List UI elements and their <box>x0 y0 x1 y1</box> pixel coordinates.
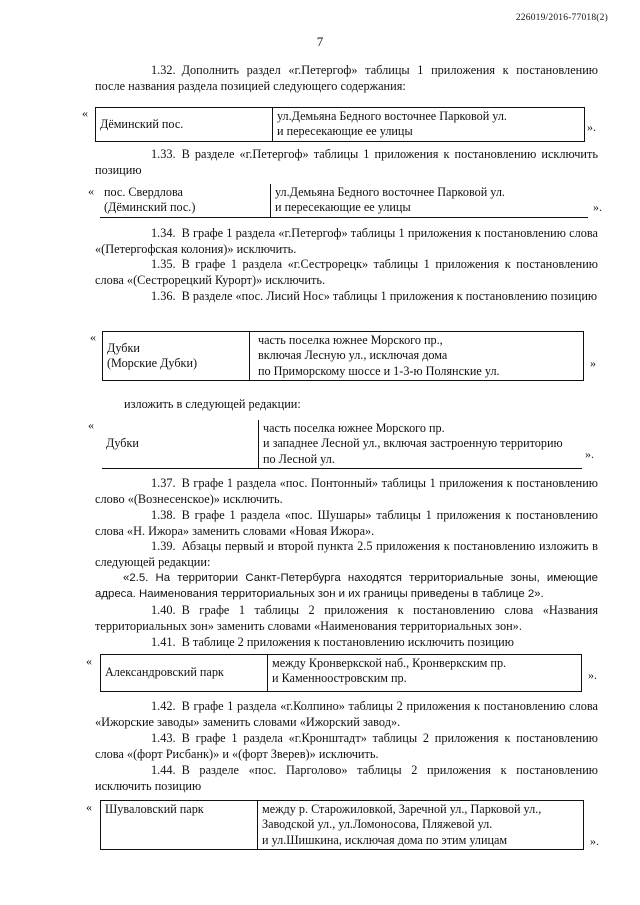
quote-open: « <box>90 330 96 344</box>
item-text: Дополнить раздел «г.Петергоф» таблицы 1 приложения к постановлению после названия раздела позицией следующего содержания: <box>95 63 598 94</box>
cell-name: Дубки (Морские Дубки) <box>103 332 250 381</box>
position-table-1-44 <box>100 800 584 850</box>
quote-open: « <box>86 654 92 668</box>
item-1-34 <box>95 225 598 257</box>
position-table-1-36 <box>102 331 584 381</box>
item-1-43 <box>95 730 598 762</box>
quote-open: « <box>88 184 94 198</box>
item-text: В графе 1 раздела «г.Петергоф» таблицы 1 приложения к постановлению слова «(Петергофская колония)» исключить. <box>95 226 598 257</box>
quote-close: ». <box>585 447 594 461</box>
item-number: 1.35. <box>151 257 176 271</box>
position-table-1-41 <box>100 654 582 692</box>
item-1-33 <box>95 146 598 178</box>
item-number: 1.42. <box>151 699 176 713</box>
quote-open: « <box>82 106 88 120</box>
item-number: 1.34. <box>151 226 176 240</box>
item-number: 1.37. <box>151 476 176 490</box>
item-text: В графе 1 раздела «пос. Шушары» таблицы 1 приложения к постановлению слова «Н. Ижора» заменить словами «Новая Ижора». <box>95 508 598 539</box>
cell-name: пос. Свердлова (Дёминский пос.) <box>100 184 271 217</box>
cell-boundaries: между Кронверкской наб., Кронверкским пр. и Каменноостровским пр. <box>268 655 582 692</box>
position-table-1-33 <box>100 184 588 218</box>
position-table-1-32 <box>95 107 585 142</box>
item-number: 1.32. <box>151 63 176 77</box>
item-1-35 <box>95 256 598 288</box>
item-text: В графе 1 раздела «г.Сестрорецк» таблицы 1 приложения к постановлению слова «(Сестрорецкий Курорт)» исключить. <box>95 257 598 288</box>
item-number: 1.41. <box>151 635 176 649</box>
item-1-37 <box>95 475 598 507</box>
item-1-39-quote: «2.5. На территории Санкт-Петербурга находятся территориальные зоны, имеющие адреса. Наименования территориальных зон и их границы приведены в таблице 2». <box>95 572 598 601</box>
item-text: В графе 1 раздела «пос. Понтонный» таблицы 1 приложения к постановлению слово «(Вознесенское)» исключить. <box>95 476 598 507</box>
item-1-32 <box>95 62 598 94</box>
item-text: В разделе «г.Петергоф» таблицы 1 приложения к постановлению исключить позицию <box>95 147 598 178</box>
page-number: 7 <box>316 34 324 49</box>
item-text: В разделе «пос. Парголово» таблицы 2 приложения к постановлению исключить позицию <box>95 763 598 794</box>
quote-open: « <box>88 418 94 432</box>
item-1-36 <box>95 288 598 304</box>
quote-close: ». <box>590 834 599 848</box>
position-table-1-36-new <box>102 420 582 469</box>
item-number: 1.43. <box>151 731 176 745</box>
quote-open: « <box>86 800 92 814</box>
cell-name: Шуваловский парк <box>101 801 258 850</box>
document-id: 226019/2016-77018(2) <box>515 13 608 23</box>
quote-close: ». <box>588 668 597 682</box>
item-1-44 <box>95 762 598 794</box>
cell-name: Дёминский пос. <box>96 108 273 142</box>
item-text: В таблице 2 приложения к постановлению исключить позицию <box>181 635 514 649</box>
item-text: В графе 1 таблицы 2 приложения к постановлению слова «Названия территориальных зон» заменить словами «Наименования территориальных зон». <box>95 603 598 634</box>
item-1-40 <box>95 602 598 634</box>
item-text: Абзацы первый и второй пункта 2.5 приложения к постановлению изложить в следующей редакции: <box>95 539 598 570</box>
item-number: 1.36. <box>151 289 176 303</box>
item-number: 1.44. <box>151 763 176 777</box>
item-number: 1.40. <box>151 603 176 617</box>
item-1-42 <box>95 698 598 730</box>
item-text: В разделе «пос. Лисий Нос» таблицы 1 приложения к постановлению позицию <box>181 289 598 303</box>
cell-boundaries: ул.Демьяна Бедного восточнее Парковой ул. и пересекающие ее улицы <box>271 184 589 217</box>
item-text: В графе 1 раздела «г.Кронштадт» таблицы 2 приложения к постановлению слова «(форт Рисбанк)» и «(форт Зверев)» исключить. <box>95 731 598 762</box>
item-1-39 <box>95 538 598 570</box>
item-number: 1.33. <box>151 147 176 161</box>
cell-boundaries: часть поселка южнее Морского пр., включая Лесную ул., исключая дома по Приморскому шоссе и 1-3-ю Полянские ул. <box>250 332 584 381</box>
item-1-38 <box>95 507 598 539</box>
cell-boundaries: часть поселка южнее Морского пр. и западнее Лесной ул., включая застроенную территорию по Лесной ул. <box>259 420 583 468</box>
cell-boundaries: между р. Старожиловкой, Заречной ул., Парковой ул., Заводской ул., ул.Ломоносова, Пляжевой ул. и ул.Шишкина, исключая дома по этим улицам <box>258 801 584 850</box>
cell-boundaries: ул.Демьяна Бедного восточнее Парковой ул. и пересекающие ее улицы <box>273 108 585 142</box>
new-wording-label: изложить в следующей редакции: <box>124 397 301 411</box>
cell-name: Александровский парк <box>101 655 268 692</box>
quote-close: ». <box>593 200 602 214</box>
cell-name: Дубки <box>102 420 259 468</box>
item-text: В графе 1 раздела «г.Колпино» таблицы 2 приложения к постановлению слова «Ижорские заводы» заменить словами «Ижорский завод». <box>95 699 598 730</box>
item-1-41 <box>95 634 598 650</box>
item-number: 1.38. <box>151 508 176 522</box>
quote-close: » <box>590 356 596 370</box>
item-number: 1.39. <box>151 539 176 553</box>
quote-close: ». <box>587 120 596 134</box>
